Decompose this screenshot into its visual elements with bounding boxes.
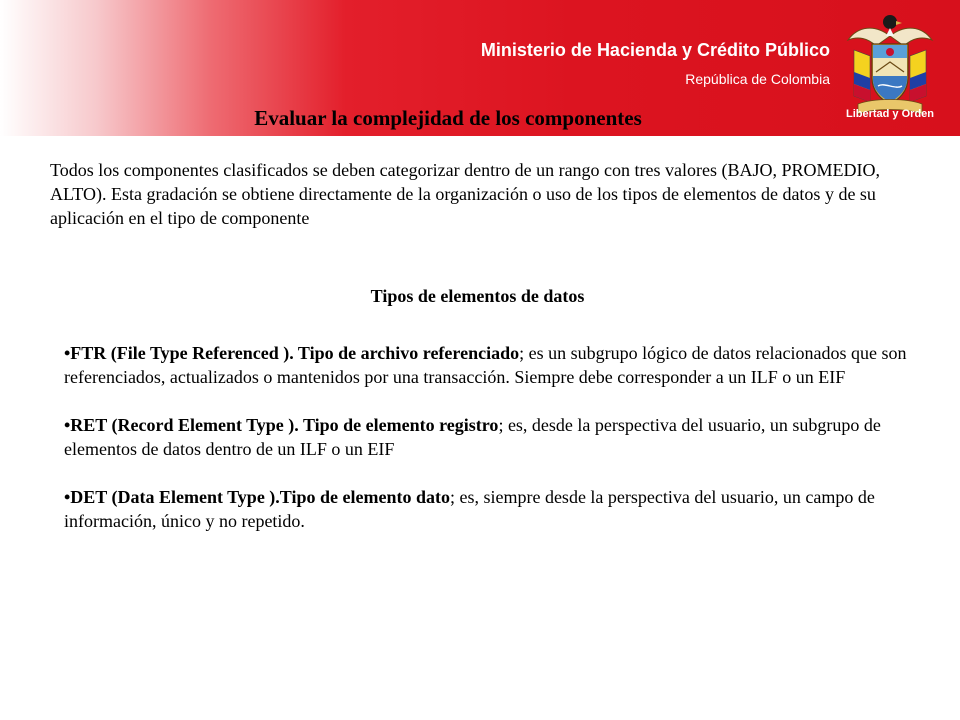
ministry-title: Ministerio de Hacienda y Crédito Público <box>480 40 830 60</box>
definition-term: •FTR (File Type Referenced ). Tipo de archivo referenciado <box>64 343 520 363</box>
definition-term: •RET (Record Element Type ). Tipo de elemento registro <box>64 415 499 435</box>
republic-subtitle: República de Colombia <box>685 71 830 87</box>
slide-title: Evaluar la complejidad de los componentes <box>254 106 642 130</box>
definition-text: ; es, desde la perspectiva del usuario, un subgrupo de elementos de datos dentro de un ILF o un EIF <box>64 415 881 459</box>
definition-term: •DET (Data Element Type ).Tipo de elemento dato <box>64 487 450 507</box>
definition-ftr <box>64 341 910 389</box>
definition-det <box>64 485 910 533</box>
intro-paragraph: Todos los componentes clasificados se deben categorizar dentro de un rango con tres valores (BAJO, PROMEDIO, ALTO). Esta gradación se obtiene directamente de la organización o uso de los tipos de elementos de datos y de su aplicación en el tipo de componente <box>50 160 881 228</box>
section-heading: Tipos de elementos de datos <box>370 286 585 306</box>
definition-ret <box>64 413 910 461</box>
definition-text: ; es un subgrupo lógico de datos relacionados que son referenciados, actualizados o mantenidos por una transacción. Siempre debe corresponder a un ILF o un EIF <box>64 343 907 387</box>
definition-list <box>64 341 910 557</box>
coat-of-arms-motto: Libertad y Orden <box>845 108 935 120</box>
definition-text: ; es, siempre desde la perspectiva del usuario, un campo de información, único y no repetido. <box>64 487 875 531</box>
